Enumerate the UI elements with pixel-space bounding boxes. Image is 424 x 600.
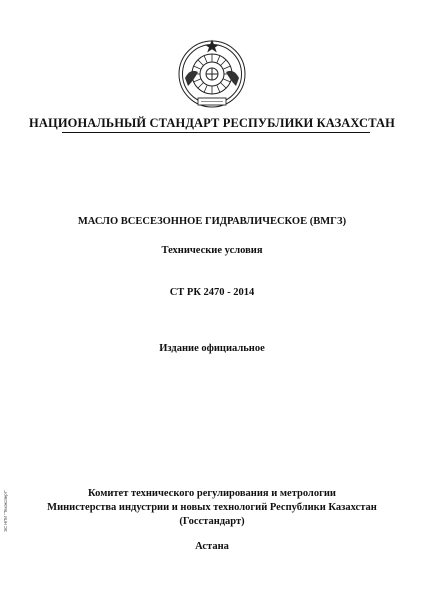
document-code: СТ РК 2470 - 2014 [169, 287, 255, 298]
publisher-city: Астана [195, 541, 229, 552]
header-divider [62, 132, 370, 133]
side-watermark-note: ЭС НПИ "Техэксперт" [3, 490, 8, 532]
document-subtitle: Технические условия [161, 245, 263, 256]
document-name: МАСЛО ВСЕСЕЗОННОЕ ГИДРАВЛИЧЕСКОЕ (ВМГЗ) [77, 216, 347, 227]
publisher-line-1: Комитет технического регулирования и метрологии [88, 488, 336, 499]
publisher-line-2: Министерства индустрии и новых технологий Республики Казахстан [47, 502, 377, 513]
publisher-line-3: (Госстандарт) [179, 516, 245, 527]
standard-header-title: НАЦИОНАЛЬНЫЙ СТАНДАРТ РЕСПУБЛИКИ КАЗАХСТАН [29, 116, 395, 130]
kazakhstan-emblem-icon [176, 38, 248, 110]
edition-label: Издание официальное [159, 343, 265, 354]
